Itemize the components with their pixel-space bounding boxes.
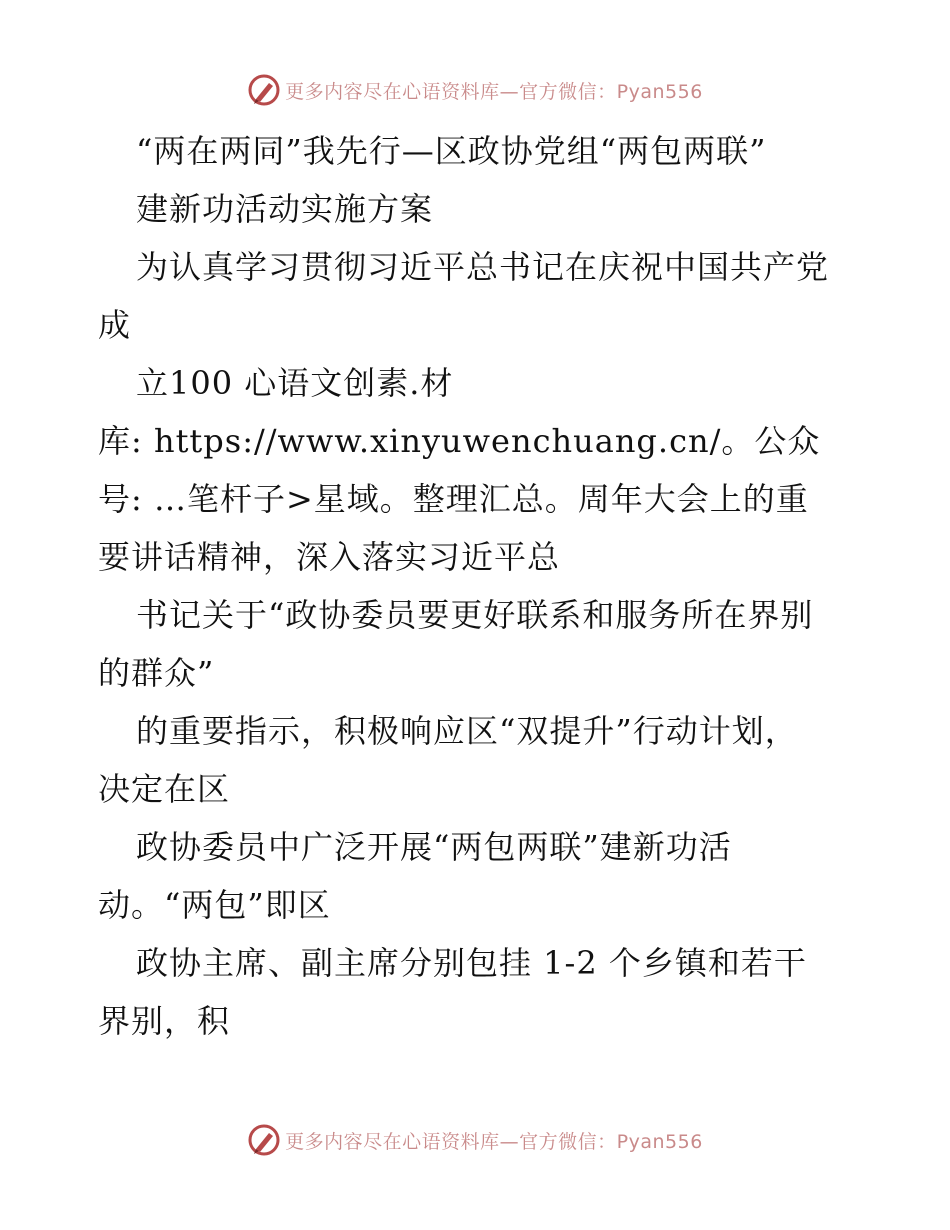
footer-banner-text: 更多内容尽在心语资料库—官方微信：Pyan556 — [285, 1130, 703, 1153]
document-body — [98, 122, 858, 1050]
doc-line: 动。“两包”即区 — [98, 886, 331, 924]
doc-line: 库: https://www.xinyuwenchuang.cn/。公众 — [98, 422, 821, 460]
doc-line: 政协委员中广泛开展“两包两联”建新功活 — [136, 828, 732, 866]
doc-line: 号: …笔杆子>星域。整理汇总。周年大会上的重 — [98, 480, 809, 518]
doc-line: 政协主席、副主席分别包挂 1-2 个乡镇和若干 — [136, 944, 807, 982]
doc-line: 决定在区 — [98, 770, 231, 808]
pen-logo-icon — [247, 73, 281, 107]
doc-line: 的重要指示，积极响应区“双提升”行动计划， — [136, 712, 798, 750]
footer-banner — [0, 1120, 950, 1160]
header-banner-text: 更多内容尽在心语资料库—官方微信：Pyan556 — [285, 80, 703, 103]
doc-line: 书记关于“政协委员要更好联系和服务所在界别 — [136, 596, 814, 634]
pen-logo-icon — [247, 1123, 281, 1157]
doc-line: 为认真学习贯彻习近平总书记在庆祝中国共产党 — [136, 248, 830, 286]
doc-line: “两在两同”我先行—区政协党组“两包两联” — [136, 132, 767, 170]
header-banner — [0, 70, 950, 110]
doc-line: 立100 心语文创素.材 — [136, 364, 454, 402]
doc-line: 建新功活动实施方案 — [136, 190, 434, 228]
doc-line: 界别，积 — [98, 1002, 231, 1040]
doc-line: 要讲话精神，深入落实习近平总 — [98, 538, 561, 576]
doc-line: 成 — [98, 306, 132, 344]
doc-line: 的群众” — [98, 654, 215, 692]
